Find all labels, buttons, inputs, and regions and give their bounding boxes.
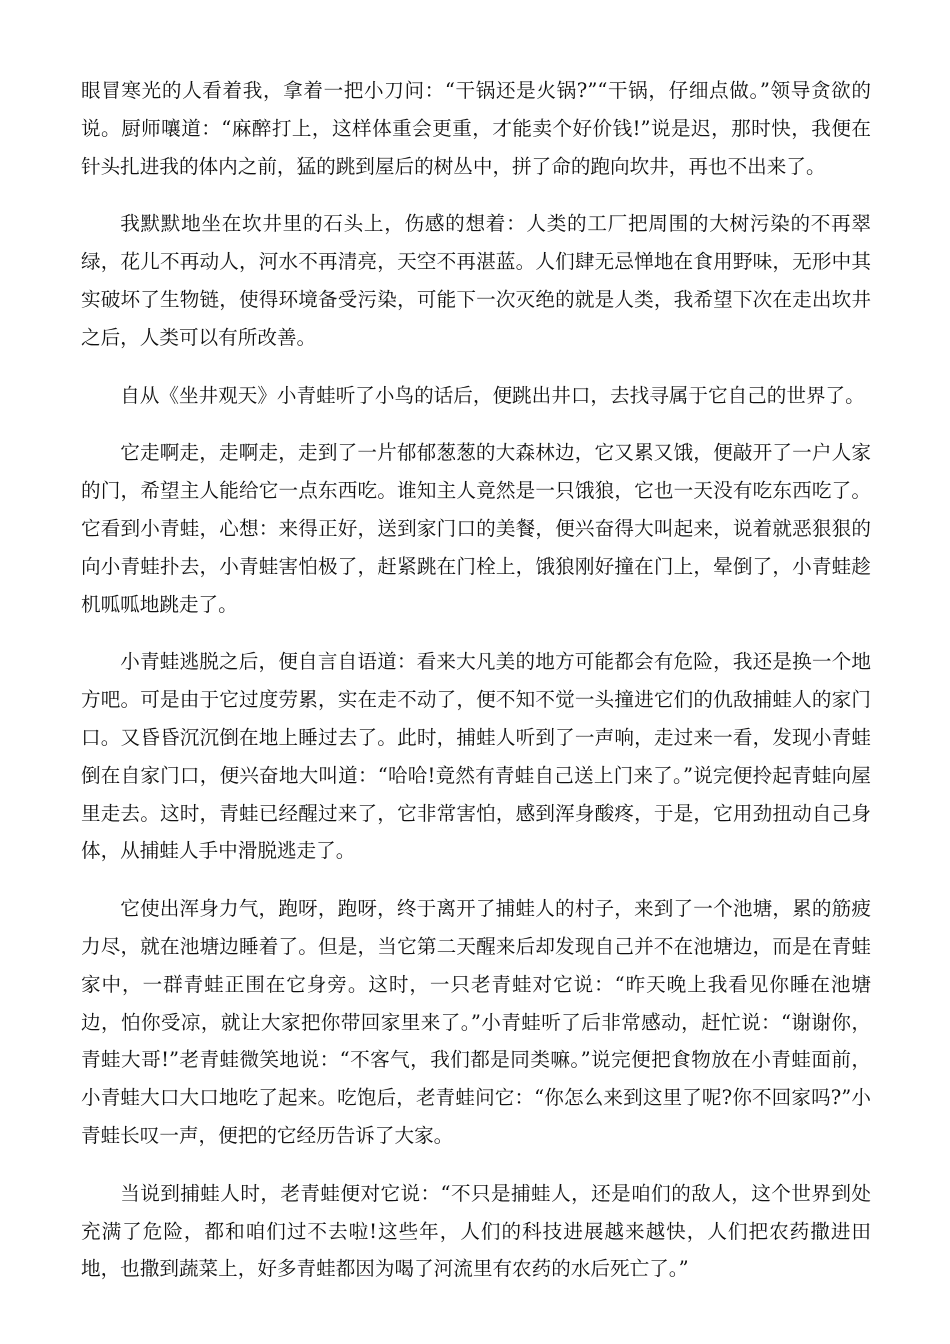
document-page (81, 72, 871, 1308)
paragraph-3: 自从《坐井观天》小青蛙听了小鸟的话后，便跳出井口，去找寻属于它自己的世界了。 (120, 383, 865, 407)
paragraph-6: 它使出浑身力气，跑呀，跑呀，终于离开了捕蛙人的村子，来到了一个池塘，累的筋疲力尽，就在池塘边睡着了。但是，当它第二天醒来后却发现自己并不在池塘边，而是在青蛙家中，一群青蛙正围在它身旁。这时，一只老青蛙对它说：“昨天晚上我看见你睡在池塘边，怕你受凉，就让大家把你带回家里来了。”小青蛙听了后非常感动，赶忙说：“谢谢你，青蛙大哥!”老青蛙微笑地说：“不客气，我们都是同类嘛。”说完便把食物放在小青蛙面前，小青蛙大口大口地吃了起来。吃饱后，老青蛙问它：“你怎么来到这里了呢?你不回家吗?”小青蛙长叹一声，便把的它经历告诉了大家。 (81, 897, 871, 1147)
paragraph-2: 我默默地坐在坎井里的石头上，伤感的想着：人类的工厂把周围的大树污染的不再翠绿，花儿不再动人，河水不再清亮，天空不再湛蓝。人们肆无忌惮地在食用野味，无形中其实破坏了生物链，使得环境备受污染，可能下一次灭绝的就是人类，我希望下次在走出坎井之后，人类可以有所改善。 (81, 212, 871, 349)
paragraph-4: 它走啊走，走啊走，走到了一片郁郁葱葱的大森林边，它又累又饿，便敲开了一户人家的门，希望主人能给它一点东西吃。谁知主人竟然是一只饿狼，它也一天没有吃东西吃了。它看到小青蛙，心想：来得正好，送到家门口的美餐，便兴奋得大叫起来，说着就恶狠狠的向小青蛙扑去，小青蛙害怕极了，赶紧跳在门栓上，饿狼刚好撞在门上，晕倒了，小青蛙趁机呱呱地跳走了。 (81, 441, 871, 616)
paragraph-7: 当说到捕蛙人时，老青蛙便对它说：“不只是捕蛙人，还是咱们的敌人，这个世界到处充满了危险，都和咱们过不去啦!这些年，人们的科技进展越来越快，人们把农药撒进田地，也撒到蔬菜上，好多青蛙都因为喝了河流里有农药的水后死亡了。” (81, 1181, 871, 1281)
paragraph-5: 小青蛙逃脱之后，便自言自语道：看来大凡美的地方可能都会有危险，我还是换一个地方吧。可是由于它过度劳累，实在走不动了，便不知不觉一头撞进它们的仇敌捕蛙人的家门口。又昏昏沉沉倒在地上睡过去了。此时，捕蛙人听到了一声响，走过来一看，发现小青蛙倒在自家门口，便兴奋地大叫道：“哈哈!竟然有青蛙自己送上门来了。”说完便拎起青蛙向屋里走去。这时，青蛙已经醒过来了，它非常害怕，感到浑身酸疼，于是，它用劲扭动自己身体，从捕蛙人手中滑脱逃走了。 (81, 650, 871, 863)
paragraph-1: 眼冒寒光的人看着我，拿着一把小刀问：“干锅还是火锅?”“干锅，仔细点做。”领导贪欲的说。厨师嚷道：“麻醉打上，这样体重会更重，才能卖个好价钱!”说是迟，那时快，我便在针头扎进我的体内之前，猛的跳到屋后的树丛中，拼了命的跑向坎井，再也不出来了。 (81, 79, 871, 178)
